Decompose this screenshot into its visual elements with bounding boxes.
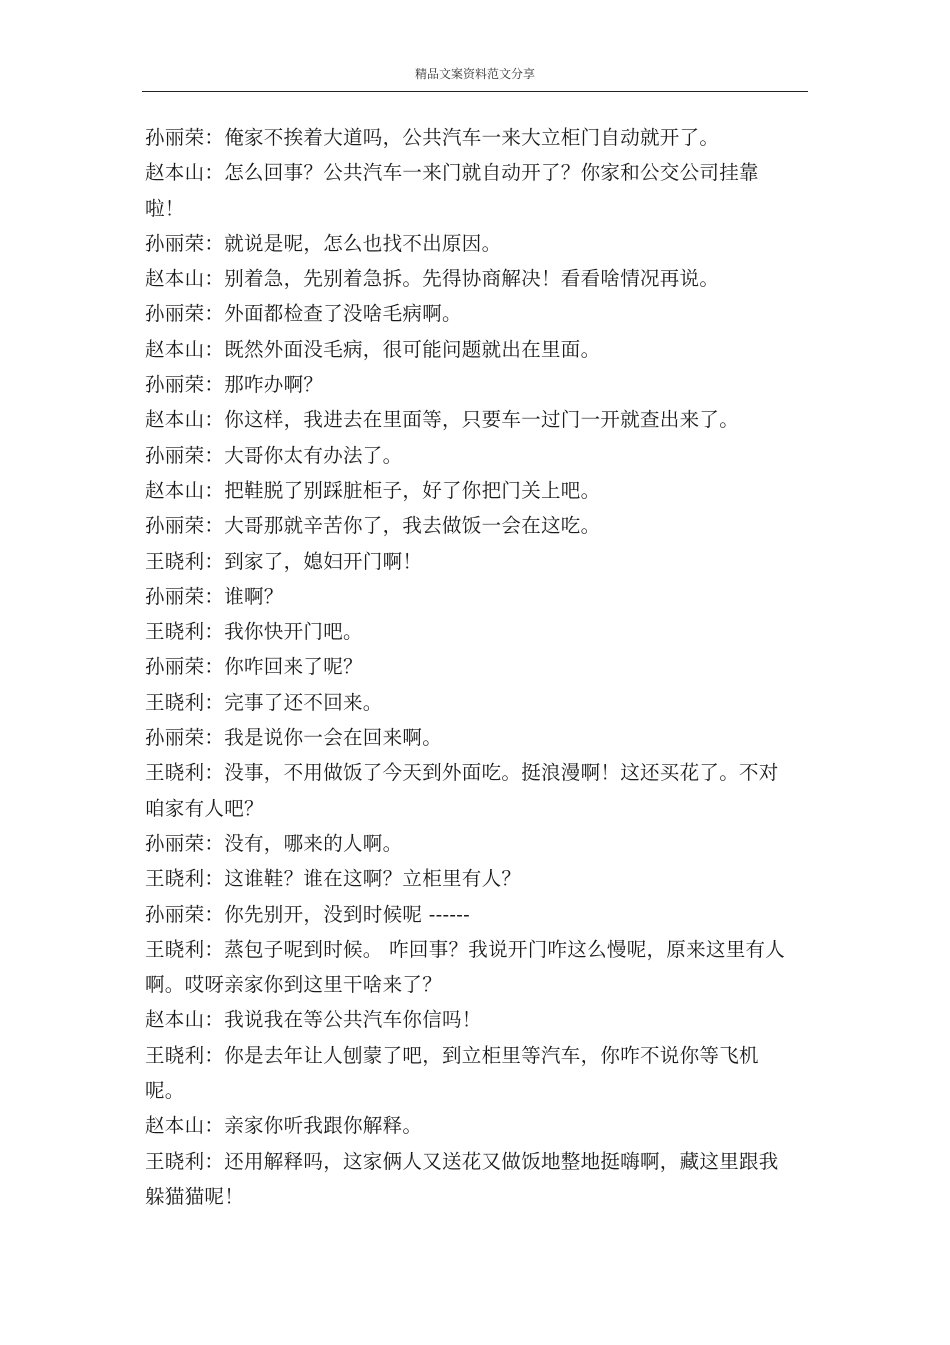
dialogue-line: 赵本山：怎么回事？公共汽车一来门就自动开了？你家和公交公司挂靠啦！ (145, 161, 759, 220)
header-divider (142, 91, 808, 92)
dialogue-line: 孙丽荣：大哥那就辛苦你了，我去做饭一会在这吃。 (145, 514, 601, 538)
dialogue-body (145, 120, 790, 1214)
dialogue-line: 王晓利：没事，不用做饭了今天到外面吃。挺浪漫啊！这还买花了。不对咱家有人吧？ (145, 761, 779, 820)
dialogue-line: 孙丽荣：你咋回来了呢？ (145, 655, 363, 679)
page-header: 精品文案资料范文分享 (414, 67, 535, 81)
dialogue-line: 赵本山：亲家你听我跟你解释。 (145, 1114, 423, 1138)
dialogue-line: 孙丽荣：我是说你一会在回来啊。 (145, 726, 443, 750)
dialogue-line: 王晓利：到家了，媳妇开门啊！ (145, 549, 423, 573)
dialogue-line: 赵本山：别着急，先别着急拆。先得协商解决！看看啥情况再说。 (145, 267, 720, 291)
dialogue-line: 王晓利：还用解释吗，这家俩人又送花又做饭地整地挺嗨啊，藏这里跟我躲猫猫呢！ (145, 1149, 779, 1208)
dialogue-line: 赵本山：你这样，我进去在里面等，只要车一过门一开就查出来了。 (145, 408, 740, 432)
dialogue-line: 孙丽荣：大哥你太有办法了。 (145, 443, 403, 467)
dialogue-line: 孙丽荣：你先别开，没到时候呢 ------ (145, 902, 471, 926)
dialogue-line: 孙丽荣：谁啊？ (145, 584, 284, 608)
dialogue-line: 孙丽荣：没有，哪来的人啊。 (145, 831, 403, 855)
dialogue-line: 孙丽荣：那咋办啊？ (145, 373, 324, 397)
dialogue-line: 王晓利：我你快开门吧。 (145, 620, 363, 644)
dialogue-line: 孙丽荣：俺家不挨着大道吗，公共汽车一来大立柜门自动就开了。 (145, 126, 720, 149)
dialogue-line: 孙丽荣：外面都检查了没啥毛病啊。 (145, 302, 462, 326)
dialogue-line: 孙丽荣：就说是呢，怎么也找不出原因。 (145, 231, 502, 255)
dialogue-line: 王晓利：你是去年让人刨蒙了吧，到立柜里等汽车，你咋不说你等飞机呢。 (145, 1043, 759, 1103)
dialogue-line: 王晓利：完事了还不回来。 (145, 690, 383, 714)
dialogue-line: 赵本山：我说我在等公共汽车你信吗！ (145, 1008, 482, 1032)
dialogue-line: 王晓利：这谁鞋？谁在这啊？立柜里有人？ (145, 867, 522, 891)
dialogue-line: 赵本山：既然外面没毛病，很可能问题就出在里面。 (145, 337, 601, 361)
dialogue-line: 赵本山：把鞋脱了别踩脏柜子，好了你把门关上吧。 (145, 478, 601, 502)
dialogue-line: 王晓利：蒸包子呢到时候。 咋回事？我说开门咋这么慢呢，原来这里有人啊。哎呀亲家你到这里干啥来了？ (145, 937, 786, 997)
